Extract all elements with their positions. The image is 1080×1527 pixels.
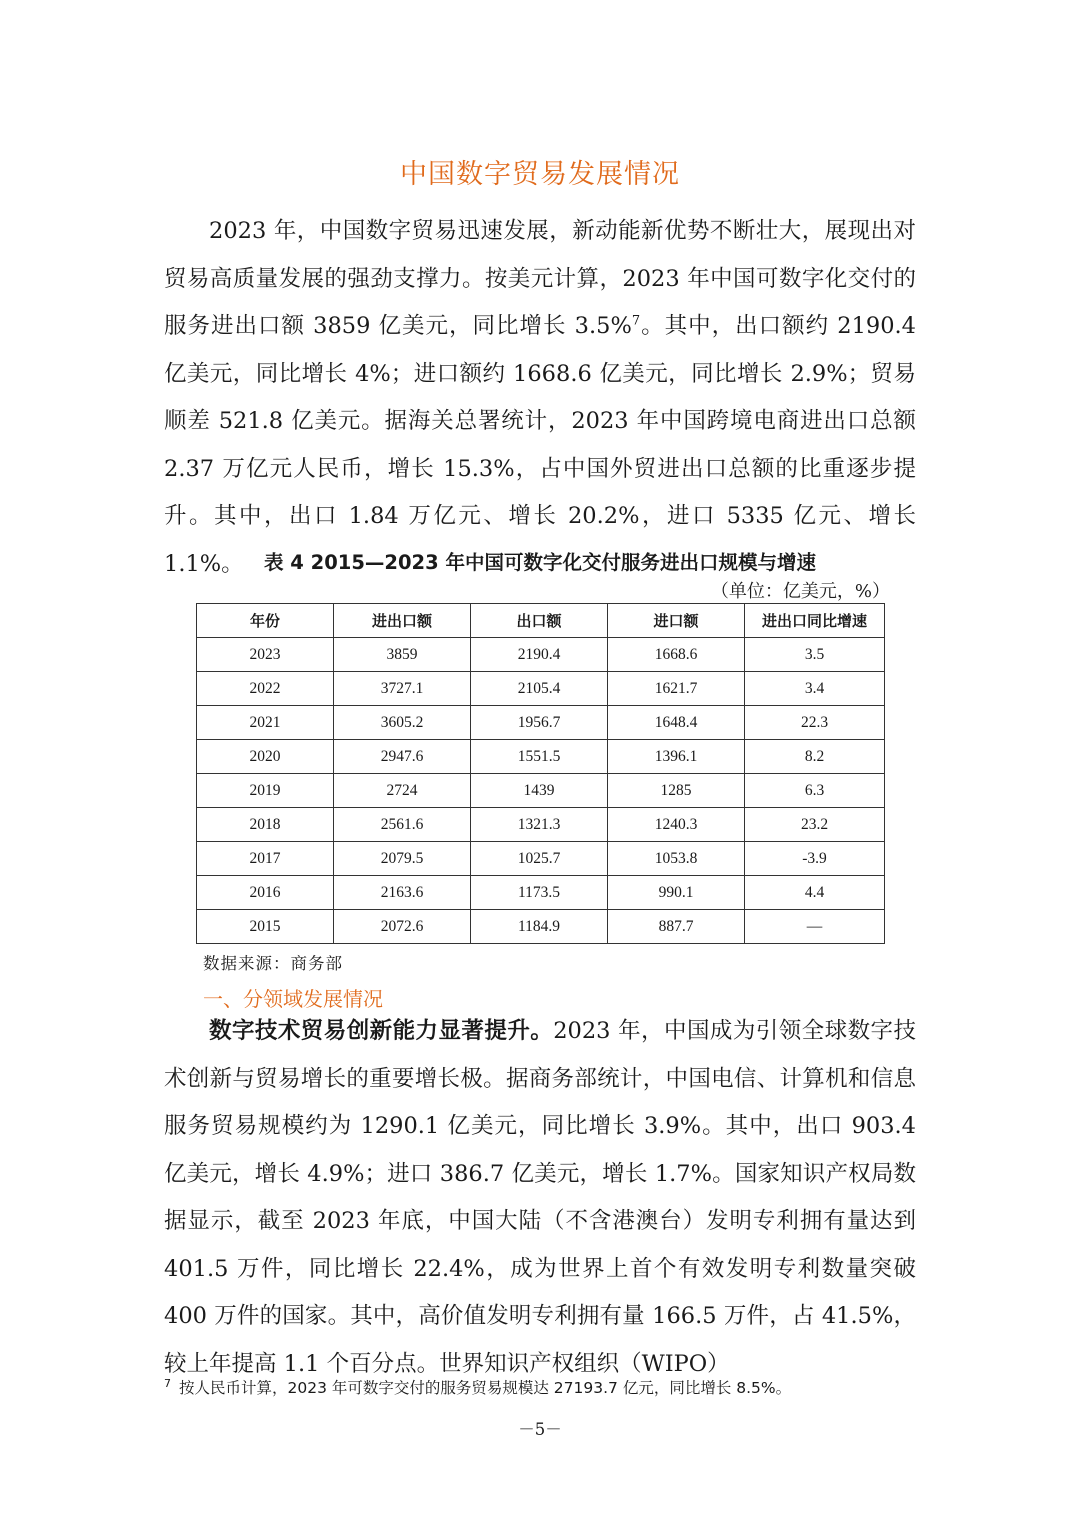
- cell-export: 2190.4: [471, 638, 608, 672]
- cell-total: 2724: [334, 774, 471, 808]
- header-total: 进出口额: [334, 604, 471, 638]
- table-row: [197, 740, 885, 774]
- cell-growth: —: [745, 910, 885, 944]
- cell-growth: 23.2: [745, 808, 885, 842]
- cell-year: 2019: [197, 774, 334, 808]
- intro-text-a: 2023 年，中国数字贸易迅速发展，新动能新优势不断壮大，展现出对贸易高质量发展的强劲支撑力。按美元计算，2023 年中国可数字化交付的服务进出口额 3859 亿美元，同比增长 3.5%: [164, 218, 916, 339]
- cell-year: 2021: [197, 706, 334, 740]
- cell-total: 2072.6: [334, 910, 471, 944]
- cell-export: 1173.5: [471, 876, 608, 910]
- cell-growth: 4.4: [745, 876, 885, 910]
- cell-year: 2018: [197, 808, 334, 842]
- table-header-row: [197, 604, 885, 638]
- page-number: －5－: [518, 1420, 562, 1439]
- cell-import: 990.1: [608, 876, 745, 910]
- intro-text-b: 。其中，出口额约 2190.4 亿美元，同比增长 4%；进口额约 1668.6 亿美元，同比增长 2.9%；贸易顺差 521.8 亿美元。据海关总署统计，2023 年中国跨境电商进出口总额 2.37 万亿元人民币，增长 15.3%，占中国外贸进出口总额的比重逐步提升。其中，出口 1.84 万亿元、增长 20.2%，进口 5335 亿元、增长 1.1%。: [164, 313, 916, 577]
- cell-import: 1240.3: [608, 808, 745, 842]
- tech-trade-paragraph: [164, 1008, 916, 1388]
- cell-export: 1184.9: [471, 910, 608, 944]
- cell-import: 1285: [608, 774, 745, 808]
- trade-table: [196, 603, 885, 944]
- footnote-mark: 7: [164, 1376, 171, 1390]
- header-import: 进口额: [608, 604, 745, 638]
- cell-import: 1053.8: [608, 842, 745, 876]
- cell-import: 1668.6: [608, 638, 745, 672]
- cell-total: 2079.5: [334, 842, 471, 876]
- cell-export: 1321.3: [471, 808, 608, 842]
- cell-growth: 6.3: [745, 774, 885, 808]
- cell-export: 1025.7: [471, 842, 608, 876]
- cell-total: 3727.1: [334, 672, 471, 706]
- cell-year: 2020: [197, 740, 334, 774]
- cell-total: 2163.6: [334, 876, 471, 910]
- table-caption: 表 4 2015—2023 年中国可数字化交付服务进出口规模与增速: [264, 551, 816, 574]
- table-row: [197, 638, 885, 672]
- footnote-ref[interactable]: 7: [631, 313, 641, 329]
- cell-export: 1551.5: [471, 740, 608, 774]
- header-year: 年份: [197, 604, 334, 638]
- table-row: [197, 876, 885, 910]
- cell-growth: 8.2: [745, 740, 885, 774]
- cell-import: 1396.1: [608, 740, 745, 774]
- cell-import: 1648.4: [608, 706, 745, 740]
- table-row: [197, 808, 885, 842]
- cell-total: 3859: [334, 638, 471, 672]
- header-export: 出口额: [471, 604, 608, 638]
- table-row: [197, 706, 885, 740]
- cell-year: 2016: [197, 876, 334, 910]
- cell-total: 2947.6: [334, 740, 471, 774]
- paragraph-lead: 数字技术贸易创新能力显著提升。: [209, 1018, 554, 1044]
- cell-growth: 3.4: [745, 672, 885, 706]
- paragraph-body: 2023 年，中国成为引领全球数字技术创新与贸易增长的重要增长极。据商务部统计，中国电信、计算机和信息服务贸易规模约为 1290.1 亿美元，同比增长 3.9%。其中，出口 903.4 亿美元，增长 4.9%；进口 386.7 亿美元，增长 1.7%。国家知识产权局数据显示，截至 2023 年底，中国大陆（不含港澳台）发明专利拥有量达到 401.5 万件，同比增长 22.4%，成为世界上首个有效发明专利数量突破 400 万件的国家。其中，高价值发明专利拥有量 166.5 万件，占 41.5%，较上年提高 1.1 个百分点。世界知识产权组织（WIPO）: [164, 1018, 916, 1377]
- cell-export: 1956.7: [471, 706, 608, 740]
- table-row: [197, 910, 885, 944]
- cell-year: 2015: [197, 910, 334, 944]
- table-row: [197, 842, 885, 876]
- cell-import: 887.7: [608, 910, 745, 944]
- table-unit: （单位：亿美元，%）: [710, 581, 890, 602]
- section-heading: 一、分领域发展情况: [203, 987, 383, 1011]
- cell-export: 1439: [471, 774, 608, 808]
- cell-year: 2022: [197, 672, 334, 706]
- table-row: [197, 774, 885, 808]
- header-growth: 进出口同比增速: [745, 604, 885, 638]
- cell-growth: 3.5: [745, 638, 885, 672]
- table-source: 数据来源：商务部: [203, 954, 343, 973]
- cell-total: 2561.6: [334, 808, 471, 842]
- cell-growth: 22.3: [745, 706, 885, 740]
- cell-growth: -3.9: [745, 842, 885, 876]
- footnote-text: 按人民币计算，2023 年可数字交付的服务贸易规模达 27193.7 亿元，同比增长 8.5%。: [179, 1379, 792, 1397]
- cell-export: 2105.4: [471, 672, 608, 706]
- cell-year: 2023: [197, 638, 334, 672]
- table-row: [197, 672, 885, 706]
- page-title: 中国数字贸易发展情况: [400, 159, 680, 190]
- footnote: [164, 1376, 924, 1398]
- cell-year: 2017: [197, 842, 334, 876]
- cell-import: 1621.7: [608, 672, 745, 706]
- intro-paragraph: [164, 208, 916, 588]
- cell-total: 3605.2: [334, 706, 471, 740]
